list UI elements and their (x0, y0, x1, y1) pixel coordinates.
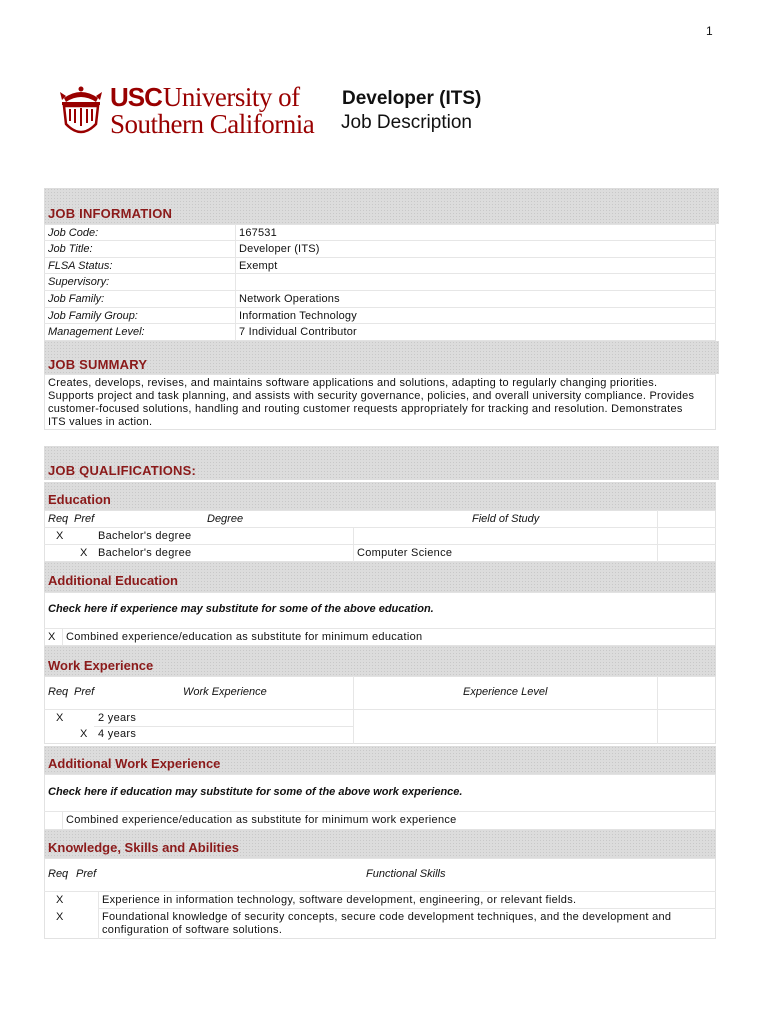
document-title: Developer (ITS) (342, 88, 482, 109)
summary-line: Creates, develops, revises, and maintains software applications and solutions, adapting to regularly changing priorities. (48, 377, 658, 389)
summary-line: ITS values in action. (48, 416, 153, 428)
management-level-label: Management Level: (48, 326, 145, 338)
row-divider (44, 257, 716, 258)
job-family-group-label: Job Family Group: (48, 310, 138, 322)
education-field-header: Field of Study (472, 513, 540, 525)
document-subtitle: Job Description (341, 112, 472, 133)
job-title-value: Developer (ITS) (239, 243, 320, 255)
ksa-heading: Knowledge, Skills and Abilities (48, 840, 239, 855)
flsa-status-label: FLSA Status: (48, 260, 113, 272)
education-band (44, 482, 716, 510)
ksa-skills-header: Functional Skills (366, 868, 446, 880)
management-level-value: 7 Individual Contributor (239, 326, 357, 338)
row-divider (44, 290, 716, 291)
row-divider (44, 240, 716, 241)
column-divider (353, 676, 354, 744)
row-divider (44, 628, 716, 629)
summary-line: Supports project and task planning, and assists with security governance, policies, and overall university compliance. Provides (48, 390, 695, 402)
job-family-label: Job Family: (48, 293, 105, 305)
usc-logo (58, 84, 328, 140)
job-summary-heading: JOB SUMMARY (48, 357, 148, 372)
work-experience-heading: Work Experience (48, 658, 154, 673)
work-row-1-req: X (56, 712, 64, 724)
job-family-group-value: Information Technology (239, 310, 357, 322)
row-divider (98, 908, 716, 909)
column-divider (98, 891, 99, 939)
experience-level-header: Experience Level (463, 686, 548, 698)
ksa-pref-header: Pref (76, 868, 97, 880)
row-divider (44, 323, 716, 324)
work-experience-table (44, 676, 716, 744)
row-divider (44, 811, 716, 812)
additional-education-check-text: Check here if experience may substitute for some of the above education. (48, 603, 434, 615)
work-experience-header: Work Experience (183, 686, 267, 698)
summary-line: customer-focused solutions, handling and routing customer requests appropriately for tracking and resolution. Demonstrates (48, 403, 683, 415)
education-pref-header: Pref (74, 513, 95, 525)
work-req-header: Req (48, 686, 69, 698)
additional-education-heading: Additional Education (48, 573, 178, 588)
work-row-2-pref: X (80, 728, 88, 740)
work-row-2-experience: 4 years (98, 728, 137, 740)
row-divider (44, 307, 716, 308)
row-divider (44, 891, 716, 892)
column-divider (62, 628, 63, 646)
ksa-row-2-req: X (56, 911, 64, 923)
row-divider (44, 527, 716, 528)
row-divider (44, 709, 716, 710)
additional-work-experience-check-text: Check here if education may substitute for some of the above work experience. (48, 786, 463, 798)
row-divider (44, 273, 716, 274)
education-row-2-degree: Bachelor's degree (98, 547, 192, 559)
column-divider (657, 510, 658, 562)
page-number: 1 (706, 24, 713, 38)
work-row-1-experience: 2 years (98, 712, 137, 724)
job-family-value: Network Operations (239, 293, 340, 305)
job-code-label: Job Code: (48, 227, 99, 239)
column-divider (62, 811, 63, 830)
additional-work-experience-item: Combined experience/education as substitute for minimum work experience (66, 814, 457, 826)
row-divider (44, 544, 716, 545)
education-degree-header: Degree (207, 513, 244, 525)
job-title-label: Job Title: (48, 243, 93, 255)
education-req-header: Req (48, 513, 69, 525)
ksa-req-header: Req (48, 868, 69, 880)
job-summary-text (48, 377, 713, 429)
education-heading: Education (48, 492, 111, 507)
education-row-2-pref: X (80, 547, 88, 559)
job-code-value: 167531 (239, 227, 277, 239)
ksa-row-2-skill-line-1: Foundational knowledge of security concepts, secure code development techniques, and the development and (102, 911, 672, 923)
education-row-1-req: X (56, 530, 64, 542)
additional-education-item: Combined experience/education as substitute for minimum education (66, 631, 423, 643)
ksa-row-2-skill-line-2: configuration of software solutions. (102, 924, 283, 936)
ksa-row-1-skill: Experience in information technology, software development, engineering, or relevant fields. (102, 894, 577, 906)
additional-education-mark: X (48, 631, 56, 643)
education-row-1-degree: Bachelor's degree (98, 530, 192, 542)
ksa-row-1-req: X (56, 894, 64, 906)
logo-line-1: USCUniversity of (110, 82, 300, 112)
column-divider (353, 527, 354, 562)
usc-seal-icon (58, 84, 104, 140)
column-divider (657, 676, 658, 744)
work-pref-header: Pref (74, 686, 95, 698)
job-information-heading: JOB INFORMATION (48, 206, 173, 221)
education-row-2-field: Computer Science (357, 547, 453, 559)
flsa-status-value: Exempt (239, 260, 278, 272)
additional-work-experience-heading: Additional Work Experience (48, 756, 221, 771)
logo-line-2: Southern California (110, 109, 315, 139)
supervisory-label: Supervisory: (48, 276, 110, 288)
qualifications-heading: JOB QUALIFICATIONS: (48, 463, 196, 478)
row-divider (94, 726, 354, 727)
